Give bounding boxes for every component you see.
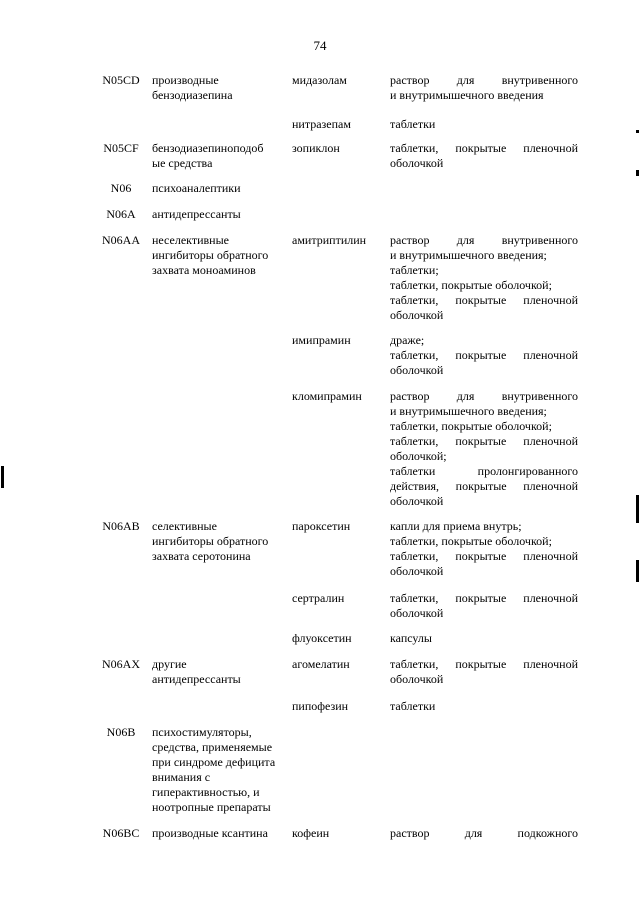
- atc-group: [152, 73, 284, 103]
- dosage-form: [390, 389, 578, 509]
- atc-group-line: селективные: [152, 519, 217, 533]
- drug-name: амитриптилин: [292, 233, 367, 247]
- atc-group-line: психостимуляторы,: [152, 725, 252, 739]
- dosage-form-line: таблетки, покрытые оболочкой;: [390, 278, 552, 292]
- atc-group-line: захвата серотонина: [152, 549, 251, 563]
- dosage-form-line: таблетки, покрытые оболочкой;: [390, 419, 552, 433]
- atc-group-line: ноотропные препараты: [152, 800, 271, 814]
- scan-mark: [636, 170, 639, 176]
- atc-group: [152, 725, 284, 815]
- dosage-form: [390, 519, 578, 579]
- atc-group-line: при синдроме дефицита: [152, 755, 276, 769]
- atc-code: N06: [110, 181, 132, 195]
- dosage-form: [390, 631, 578, 646]
- dosage-form-line: таблетки, покрытые пленочной: [390, 549, 578, 563]
- drug-name: мидазолам: [292, 73, 347, 87]
- dosage-form-line: раствор для внутривенного: [390, 233, 578, 247]
- atc-group-line: антидепрессанты: [152, 207, 241, 221]
- atc-group-line: неселективные: [152, 233, 229, 247]
- atc-group: [152, 141, 284, 171]
- dosage-form-line: таблетки;: [390, 263, 439, 277]
- dosage-form-line: раствор для подкожного: [390, 826, 578, 840]
- atc-code: N06B: [106, 725, 136, 739]
- dosage-form: [390, 333, 578, 378]
- dosage-form-line: таблетки пролонгированного: [390, 464, 578, 478]
- dosage-form-line: таблетки: [390, 699, 436, 713]
- atc-group-line: антидепрессанты: [152, 672, 241, 686]
- atc-group-line: бензодиазепина: [152, 88, 233, 102]
- dosage-form-line: действия, покрытые пленочной: [390, 479, 578, 493]
- drug-name: кломипрамин: [292, 389, 362, 403]
- dosage-form-line: оболочкой: [390, 672, 444, 686]
- atc-group: [152, 519, 284, 564]
- dosage-form: [390, 73, 578, 103]
- atc-group-line: бензодиазепиноподоб: [152, 141, 264, 155]
- dosage-form-line: оболочкой: [390, 308, 444, 322]
- dosage-form-line: и внутримышечного введения;: [390, 404, 547, 418]
- scan-mark: [636, 560, 639, 582]
- atc-group-line: другие: [152, 657, 187, 671]
- dosage-form-line: и внутримышечного введения;: [390, 248, 547, 262]
- dosage-form-line: раствор для внутривенного: [390, 389, 578, 403]
- atc-code: N06BC: [102, 826, 140, 840]
- dosage-form-line: таблетки: [390, 117, 436, 131]
- drug-name: пипофезин: [292, 699, 349, 713]
- dosage-form-line: драже;: [390, 333, 425, 347]
- dosage-form-line: оболочкой: [390, 606, 444, 620]
- scan-mark: [636, 130, 639, 133]
- dosage-form-line: оболочкой: [390, 494, 444, 508]
- dosage-form: [390, 826, 578, 841]
- dosage-form-line: оболочкой;: [390, 449, 447, 463]
- dosage-form-line: капсулы: [390, 631, 432, 645]
- atc-group-line: психоаналептики: [152, 181, 241, 195]
- dosage-form-line: таблетки, покрытые пленочной: [390, 657, 578, 671]
- atc-group-line: гиперактивностью, и: [152, 785, 260, 799]
- dosage-form-line: таблетки, покрытые пленочной: [390, 434, 578, 448]
- scan-mark: [636, 495, 639, 523]
- atc-group-line: ингибиторы обратного: [152, 248, 269, 262]
- drug-name: нитразепам: [292, 117, 351, 131]
- atc-group: [152, 826, 284, 841]
- atc-group-line: производные: [152, 73, 219, 87]
- scan-mark: [1, 466, 4, 488]
- dosage-form-line: таблетки, покрытые пленочной: [390, 348, 578, 362]
- atc-group-line: ые средства: [152, 156, 213, 170]
- atc-code: N05CF: [103, 141, 139, 155]
- atc-group-line: захвата моноаминов: [152, 263, 256, 277]
- dosage-form: [390, 699, 578, 714]
- atc-group: [152, 233, 284, 278]
- dosage-form-line: раствор для внутривенного: [390, 73, 578, 87]
- atc-group: [152, 207, 284, 222]
- atc-group-line: средства, применяемые: [152, 740, 273, 754]
- drug-name: пароксетин: [292, 519, 351, 533]
- drug-name: зопиклон: [292, 141, 340, 155]
- dosage-form: [390, 657, 578, 687]
- atc-code: N06A: [106, 207, 136, 221]
- dosage-form-line: и внутримышечного введения: [390, 88, 544, 102]
- dosage-form-line: оболочкой: [390, 156, 444, 170]
- dosage-form: [390, 141, 578, 171]
- dosage-form-line: капли для приема внутрь;: [390, 519, 522, 533]
- drug-name: агомелатин: [292, 657, 350, 671]
- dosage-form-line: оболочкой: [390, 564, 444, 578]
- atc-code: N06AB: [102, 519, 140, 533]
- atc-group: [152, 657, 284, 687]
- drug-name: кофеин: [292, 826, 330, 840]
- dosage-form-line: таблетки, покрытые оболочкой;: [390, 534, 552, 548]
- atc-group-line: производные ксантина: [152, 826, 268, 840]
- atc-code: N06AA: [102, 233, 140, 247]
- dosage-form-line: таблетки, покрытые пленочной: [390, 141, 578, 155]
- atc-group-line: внимания с: [152, 770, 211, 784]
- dosage-form-line: таблетки, покрытые пленочной: [390, 293, 578, 307]
- drug-name: имипрамин: [292, 333, 351, 347]
- atc-group: [152, 181, 284, 196]
- atc-group-line: ингибиторы обратного: [152, 534, 269, 548]
- atc-code: N05CD: [102, 73, 140, 87]
- dosage-form-line: таблетки, покрытые пленочной: [390, 591, 578, 605]
- dosage-form: [390, 233, 578, 323]
- dosage-form-line: оболочкой: [390, 363, 444, 377]
- drug-name: флуоксетин: [292, 631, 352, 645]
- atc-code: N06AX: [102, 657, 140, 671]
- page-number: 74: [313, 38, 327, 53]
- dosage-form: [390, 591, 578, 621]
- drug-name: сертралин: [292, 591, 345, 605]
- dosage-form: [390, 117, 578, 132]
